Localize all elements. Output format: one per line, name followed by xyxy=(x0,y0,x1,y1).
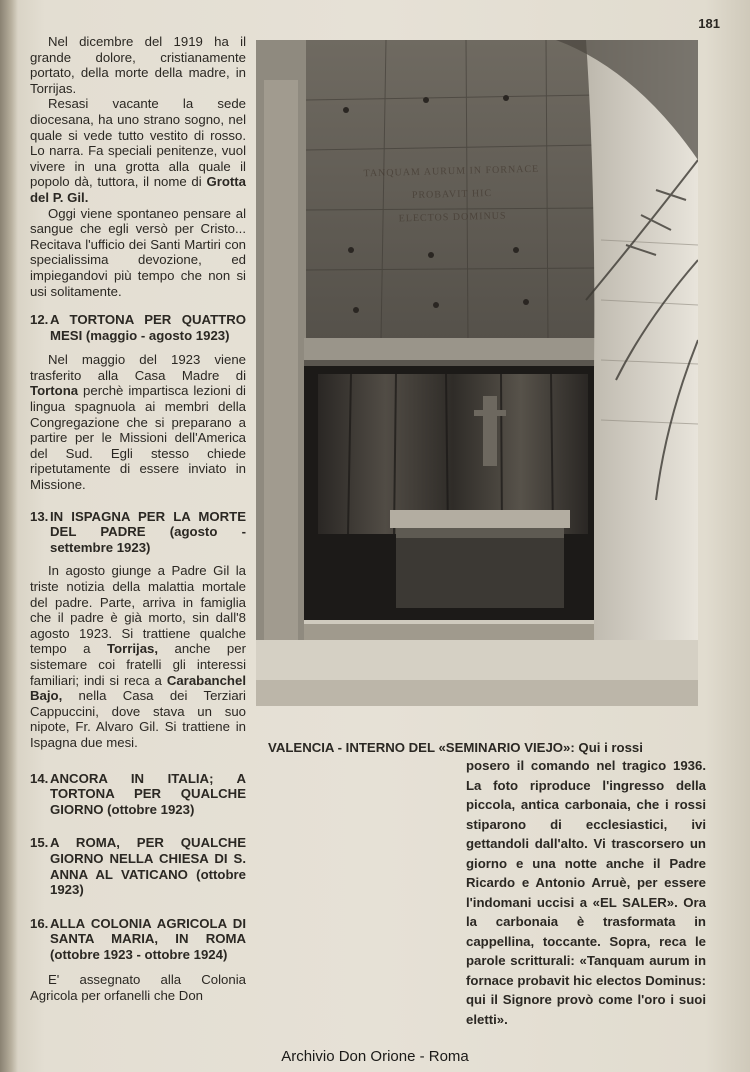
page-number: 181 xyxy=(698,16,720,31)
section-15-heading: 15. A ROMA, PER QUALCHE GIORNO NELLA CHIESA DI S. ANNA AL VATICANO (ottobre 1923) xyxy=(30,835,246,898)
paragraph-dream: Resasi vacante la sede diocesana, ha uno strano sogno, nel quale si vede tutto vestito di rosso. Lo narra. Fa speciali penitenze, vuol vivere in una grotta alla quale il popolo dà, tuttora, il nome di Grotta del P. Gil. xyxy=(30,96,246,205)
paragraph-martyr-office: Oggi viene spontaneo pensare al sangue che egli versò per Cristo... Recitava l'ufficio dei Santi Martiri con specialissima devozione, ed impiegandovi più tempo che non si usi solitamente. xyxy=(30,205,246,299)
section-12-paragraph: Nel maggio del 1923 viene trasferito alla Casa Madre di Tortona perchè impartisca lezioni di lingua spagnuola ai membri della Congregazione che si preparano a partire per le Missioni dell'America del Sud. Egli stesso chiede ripetutamente di essere inviato in Missione. xyxy=(30,352,246,493)
section-12-heading: 12. A TORTONA PER QUATTRO MESI (maggio - agosto 1923) xyxy=(30,312,246,343)
paragraph-mother-death: Nel dicembre del 1919 ha il grande dolore, cristianamente portato, della morte della madre, in Torrijas. xyxy=(30,34,246,96)
section-14-heading: 14. ANCORA IN ITALIA; A TORTONA PER QUALCHE GIORNO (ottobre 1923) xyxy=(30,770,246,817)
left-text-column xyxy=(30,34,246,1004)
carbonaia-chapel-image xyxy=(256,40,698,706)
book-spine-shadow xyxy=(0,0,18,1072)
section-16-heading: 16. ALLA COLONIA AGRICOLA DI SANTA MARIA, IN ROMA (ottobre 1923 - ottobre 1924) xyxy=(30,915,246,962)
archive-footer: Archivio Don Orione - Roma xyxy=(281,1048,469,1065)
photo-inscription: TANQUAM AURUM IN FORNACE PROBAVIT HIC ELECTOS DOMINUS xyxy=(363,163,540,225)
section-16-paragraph: E' assegnato alla Colonia Agricola per orfanelli che Don xyxy=(30,972,246,1004)
photo-caption-heading: VALENCIA - INTERNO DEL «SEMINARIO VIEJO»: Qui i rossi xyxy=(268,740,643,755)
grotta-name: Grotta del P. Gil. xyxy=(30,174,246,205)
seminario-viejo-photo xyxy=(256,40,698,706)
section-13-heading: 13. IN ISPAGNA PER LA MORTE DEL PADRE (agosto - settembre 1923) xyxy=(30,508,246,555)
photo-caption-body: posero il comando nel tragico 1936. La foto riproduce l'ingresso della piccola, antica carbonaia, che i rossi stiparono di ecclesiastici, ivi gettandoli dall'alto. Vi trascorsero un giorno e una notte anche il Padre Ricardo e Antonio Arruè, per essere l'indomani uccisi a «EL SALER». Ora la carbonaia è trasformata in cappellina, toccante. Sopra, reca le parole scritturali: «Tanquam aurum in fornace probavit hic electos Dominus: qui il Signore provò come l'oro i suoi eletti». xyxy=(466,758,706,1027)
section-13-paragraph: In agosto giunge a Padre Gil la triste notizia della malattia mortale del padre. Parte, arriva in famiglia che il padre è già morto, sin dall'8 agosto 1923. Si trattiene qualche tempo a Torrijas, anche per sistemare coi fratelli gli interessi familiari; indi si reca a Carabanchel Bajo, nella Casa dei Terziari Cappuccini, dove stava un suo nipote, Fr. Alvaro Gil. Si trattiene in Ispagna due mesi. xyxy=(30,563,246,750)
